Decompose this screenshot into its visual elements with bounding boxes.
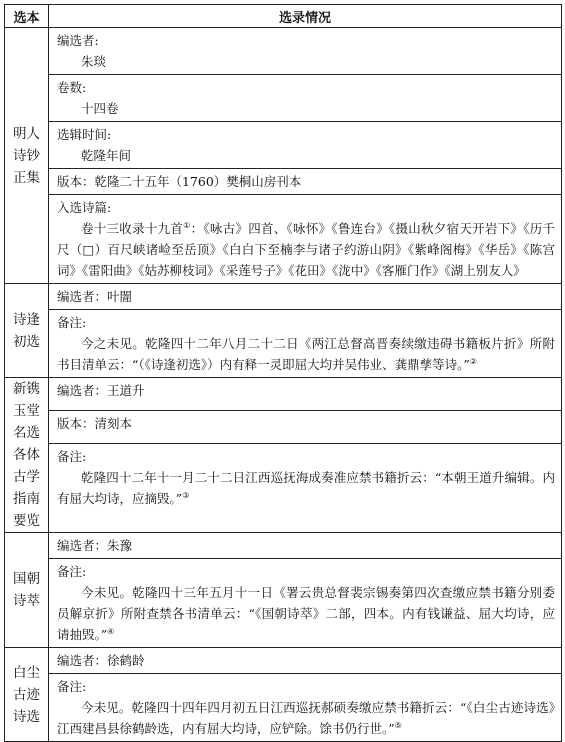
anthology-name: 白尘古迹诗选 <box>5 648 49 742</box>
table-row <box>5 122 562 169</box>
compiler-cell: 编选者：王道升 <box>49 378 562 411</box>
table-row <box>5 378 562 411</box>
table-row <box>5 411 562 444</box>
compiler-cell: 编选者：叶闇 <box>49 284 562 310</box>
note-cell <box>49 559 562 648</box>
time-value: 乾隆年间 <box>81 148 132 163</box>
table-row <box>5 533 562 559</box>
note-text <box>57 582 555 645</box>
note-label: 备注: <box>57 449 87 464</box>
volumes-value: 十四卷 <box>81 101 119 116</box>
time-cell <box>49 122 562 169</box>
table-row <box>5 169 562 195</box>
footnote-marker: ③ <box>182 490 190 500</box>
table-row <box>5 444 562 533</box>
poems-cell <box>49 195 562 284</box>
anthology-name: 诗逢初选 <box>5 284 49 378</box>
footnote-marker: ⑤ <box>394 720 402 730</box>
note-body: 乾隆四十二年十一月二十二日江西巡抚海成奏准应禁书籍折云：“本朝王道升编辑。内有屈大均诗，应摘毁。” <box>57 470 555 506</box>
table-row <box>5 75 562 122</box>
table-row <box>5 674 562 742</box>
note-label: 备注: <box>57 679 87 694</box>
note-text <box>57 697 555 739</box>
note-cell <box>49 444 562 533</box>
footnote-marker: ④ <box>107 626 115 636</box>
footnote-marker: ② <box>469 356 477 366</box>
note-text <box>57 467 555 509</box>
anthology-name: 国朝诗萃 <box>5 533 49 648</box>
note-cell <box>49 674 562 742</box>
edition-cell: 版本：乾隆二十五年（1760）樊桐山房刊本 <box>49 169 562 195</box>
table-row <box>5 284 562 310</box>
poems-text <box>57 218 555 281</box>
compiler-cell: 编选者：朱豫 <box>49 533 562 559</box>
anthology-name: 明人诗钞正集 <box>5 28 49 284</box>
poems-text-a: 卷十三收录十九首 <box>81 221 184 236</box>
anthology-table <box>4 4 562 742</box>
note-body: 今未见。乾隆四十四年四月初五日江西巡抚郝硕奏缴应禁书籍折云：“《白尘古迹诗选》江西建昌县徐鹤龄选，内有屈大均诗，应铲除。馀书仍行世。” <box>57 700 555 736</box>
footnote-marker: ① <box>183 220 191 230</box>
compiler-cell <box>49 28 562 75</box>
header-selection-status: 选录情况 <box>49 5 562 28</box>
edition-cell: 版本：清刻本 <box>49 411 562 444</box>
note-body: 今之未见。乾隆四十二年八月二十二日《两江总督高晋奏续缴违碍书籍板片折》所附书目清单云：“（《诗逢初选》）内有释一灵即屈大均并吴伟业、龚鼎孳等诗。” <box>57 336 555 372</box>
table-row <box>5 648 562 674</box>
header-anthology: 选本 <box>5 5 49 28</box>
poems-text-b: ：《咏古》四首、《咏怀》《鲁连台》《摄山秋夕宿天开岩下》《历千尺（□）百尺峡诸崄至岳顶》《白白下至楠李与诸子约游山阴》《紫峰阁梅》《华岳》《陈宫词》《雷阳曲》《姑苏柳枝词》《采莲号子》《花田》《泷中》《客雁门作》《湖上别友人》 <box>57 221 555 278</box>
compiler-cell: 编选者：徐鹤龄 <box>49 648 562 674</box>
time-label: 选辑时间: <box>57 127 112 142</box>
note-cell <box>49 310 562 378</box>
note-label: 备注: <box>57 315 87 330</box>
volumes-label: 卷数: <box>57 80 87 95</box>
compiler-label: 编选者: <box>57 33 99 48</box>
table-row <box>5 559 562 648</box>
volumes-cell <box>49 75 562 122</box>
note-body: 今未见。乾隆四十三年五月十一日《署云贵总督裴宗锡奏第四次查缴应禁书籍分别委员解京折》所附查禁各书清单云：“《国朝诗萃》二部，四本。内有钱谦益、屈大均诗，应请抽毁。” <box>57 585 555 642</box>
compiler-value: 朱琰 <box>81 54 107 69</box>
table-header-row <box>5 5 562 28</box>
table-row <box>5 195 562 284</box>
table-row <box>5 310 562 378</box>
table-row <box>5 28 562 75</box>
poems-label: 入选诗篇: <box>57 200 112 215</box>
note-text <box>57 333 555 375</box>
anthology-name: 新镌玉堂名选各体古学指南要览 <box>5 378 49 533</box>
note-label: 备注: <box>57 564 87 579</box>
